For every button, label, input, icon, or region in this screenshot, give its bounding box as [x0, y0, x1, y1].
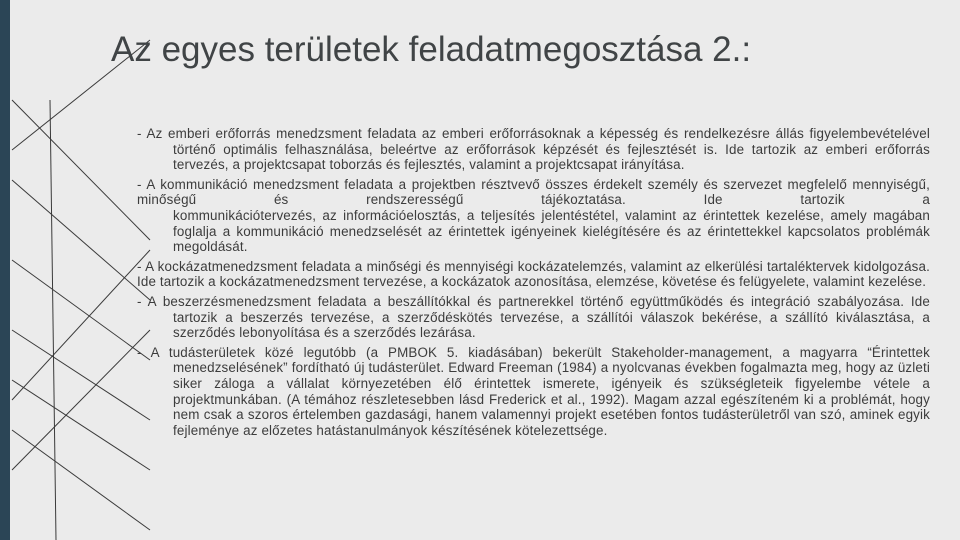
paragraph-communication-first: - A kommunikáció menedzsment feladata a projektben résztvevő összes érdekelt személy és szervezet megfelelő mennyiségű, minőségű és rendszerességű tájékoztatása. Ide tartozik a — [137, 176, 930, 208]
paragraph-hr: - Az emberi erőforrás menedzsment feladata az emberi erőforrásoknak a képesség és rendelkezésre állás figyelembevételével történő optimális felhasználása, beleértve az erőforrások képzését és fejlesztését is. Ide tartozik az emberi erőforrás tervezés, a projektcsapat toborzás és fejlesztés, valamint a projektcsapat irányítása. — [137, 126, 930, 173]
paragraph-stakeholder: - A tudásterületek közé legutóbb (a PMBOK 5. kiadásában) bekerült Stakeholder-management, a magyarra “Érintettek menedzselésének” fordítható új tudásterület. Edward Freeman (1984) a nyolcvanas években fogalmazta meg, hogy az üzleti siker záloga a vállalat környezetében élő érintettek ismerete, igényeik és szükségleteik figyelembe vétele a projektmunkában. (A témához részletesebben lásd Frederick et al., 1992). Magam azzal egészíteném ki a problémát, hogy nem csak a szoros értelemben gazdasági, hanem valamennyi projekt esetében fontos tudásterületről van szó, aminek egyik fejleménye az előzetes hatástanulmányok készítésének kötelezettsége. — [137, 344, 930, 438]
paragraph-communication — [137, 177, 930, 255]
decorative-lines — [0, 0, 160, 540]
slide-body — [137, 126, 930, 442]
paragraph-procurement: - A beszerzésmenedzsment feladata a beszállítókkal és partnerekkel történő együttműködés és integráció szabályozása. Ide tartozik a beszerzés tervezése, a szerződéskötés tervezése, a szállítói válaszok bekérése, a szállító kiválasztása, a szerződés lebonyolítása és a szerződés lezárása. — [137, 293, 930, 341]
paragraph-communication-rest: kommunikációtervezés, az információelosztás, a teljesítés jelentéstétel, valamint az érintettek kezelése, amely magában foglalja a kommunikáció menedzselését az érintettek igényeinek kielégítésére és az érintettekkel kapcsolatos problémák megoldását. — [173, 207, 930, 255]
slide-title: Az egyes területek feladatmegosztása 2.: — [111, 30, 752, 69]
paragraph-risk: - A kockázatmenedzsment feladata a minőségi és mennyiségi kockázatelemzés, valamint az elkerülési tartaléktervek kidolgozása. Ide tartozik a kockázatmenedzsment tervezése, a kockázatok azonosítása, elemzése, követése és felügyelete, valamint kezelése. — [137, 258, 930, 290]
